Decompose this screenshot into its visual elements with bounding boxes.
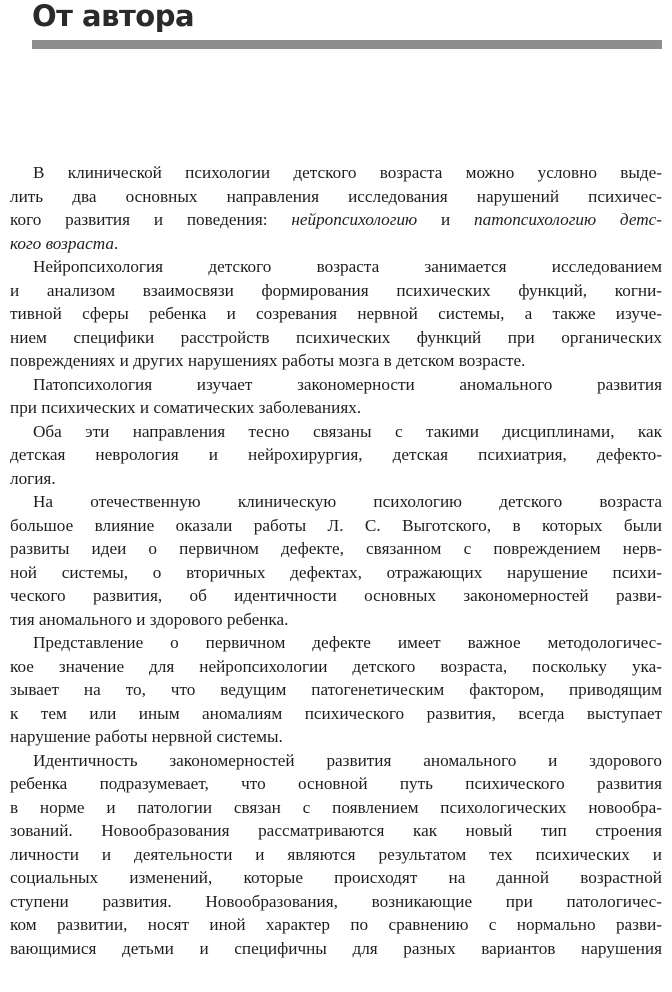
text-line <box>10 749 662 773</box>
text-run: большое влияние оказали работы Л. С. Выготского, в которых были <box>10 515 662 535</box>
text-line <box>10 208 662 232</box>
text-run: тия аномального и здорового ребенка. <box>10 609 289 629</box>
text-run: и анализом взаимосвязи формирования психических функций, когни- <box>10 280 662 300</box>
text-run: нием специфики расстройств психических функций при органических <box>10 327 662 347</box>
paragraph <box>10 373 662 420</box>
text-run: Патопсихология изучает закономерности аномального развития <box>33 374 662 394</box>
paragraph <box>10 161 662 255</box>
text-line <box>10 443 662 467</box>
text-line <box>10 185 662 209</box>
italic-term: нейропсихологию <box>291 210 418 229</box>
text-run: к тем или иным аномалиям психического развития, всегда выступает <box>10 703 662 723</box>
text-run: ступени развития. Новообразования, возникающие при патологичес- <box>10 891 662 911</box>
text-run: ком развитии, носят иной характер по сравнению с нормально разви- <box>10 915 662 934</box>
text-run: нарушение работы нервной системы. <box>10 727 283 746</box>
text-run: Идентичность закономерностей развития аномального и здорового <box>33 750 662 770</box>
text-run: в норме и патологии связан с появлением психологических новообра- <box>10 797 662 817</box>
text-run: развиты идеи о первичном дефекте, связанном с повреждением нерв- <box>10 539 662 558</box>
text-line <box>10 326 662 350</box>
text-line <box>10 655 662 679</box>
paragraph <box>10 749 662 961</box>
text-line <box>10 678 662 702</box>
text-run: . <box>113 233 119 253</box>
text-line <box>10 584 662 608</box>
text-run: логия. <box>10 468 56 488</box>
text-run: вающимися детьми и специфичны для разных вариантов нарушения <box>10 938 662 958</box>
text-line <box>10 796 662 820</box>
text-line <box>10 937 662 961</box>
text-run: зывает на то, что ведущим патогенетическим фактором, приводящим <box>10 680 662 699</box>
text-run: социальных изменений, которые происходят на данной возрастной <box>10 868 662 887</box>
italic-term: кого возраста <box>10 233 114 253</box>
text-line <box>10 420 662 444</box>
text-line <box>10 349 662 373</box>
text-run: повреждениях и других нарушениях работы мозга в детском возрасте. <box>10 351 526 370</box>
text-line <box>10 490 662 514</box>
text-line <box>10 161 662 185</box>
text-line <box>10 279 662 303</box>
text-run: На отечественную клиническую психологию детского возраста <box>33 492 662 511</box>
text-run: личности и деятельности и являются результатом тех психических и <box>10 844 662 864</box>
text-line <box>10 725 662 749</box>
text-line <box>10 561 662 585</box>
text-run: В клинической психологии детского возраста можно условно выде- <box>33 163 662 182</box>
text-run: детская неврология и нейрохирургия, детская психиатрия, дефекто- <box>10 445 662 464</box>
text-run: при психических и соматических заболеваниях. <box>10 398 362 417</box>
text-run: и <box>417 210 475 229</box>
text-line <box>10 467 662 491</box>
text-line <box>10 608 662 632</box>
text-line <box>10 255 662 279</box>
text-run: ческого развития, об идентичности основных закономерностей разви- <box>10 586 662 605</box>
text-run: Представление о первичном дефекте имеет важное методологичес- <box>33 633 662 652</box>
body-text <box>10 161 662 960</box>
italic-term: патопсихологию детс- <box>474 210 662 229</box>
text-line <box>10 232 662 256</box>
text-line <box>10 514 662 538</box>
text-line <box>10 702 662 726</box>
text-line <box>10 913 662 937</box>
text-run: кого развития и поведения: <box>10 210 292 229</box>
text-line <box>10 890 662 914</box>
text-line <box>10 631 662 655</box>
text-run: зований. Новообразования рассматриваются как новый тип строения <box>10 821 662 840</box>
chapter-title: От автора <box>32 0 195 33</box>
text-line <box>10 373 662 397</box>
text-line <box>10 843 662 867</box>
text-run: Нейропсихология детского возраста занимается исследованием <box>33 257 662 276</box>
text-line <box>10 396 662 420</box>
paragraph <box>10 255 662 373</box>
text-line <box>10 772 662 796</box>
paragraph <box>10 420 662 491</box>
text-run: ребенка подразумевает, что основной путь психического развития <box>10 774 662 793</box>
text-line <box>10 819 662 843</box>
text-run: ной системы, о вторичных дефектах, отражающих нарушение психи- <box>10 562 662 582</box>
text-run: Оба эти направления тесно связаны с такими дисциплинами, как <box>33 421 662 441</box>
paragraph <box>10 490 662 631</box>
text-run: тивной сферы ребенка и созревания нервной системы, а также изуче- <box>10 304 662 323</box>
text-run: кое значение для нейропсихологии детского возраста, поскольку ука- <box>10 656 662 676</box>
text-run: лить два основных направления исследования нарушений психичес- <box>10 186 662 206</box>
text-line <box>10 866 662 890</box>
title-rule <box>32 40 662 49</box>
paragraph <box>10 631 662 749</box>
text-line <box>10 302 662 326</box>
text-line <box>10 537 662 561</box>
